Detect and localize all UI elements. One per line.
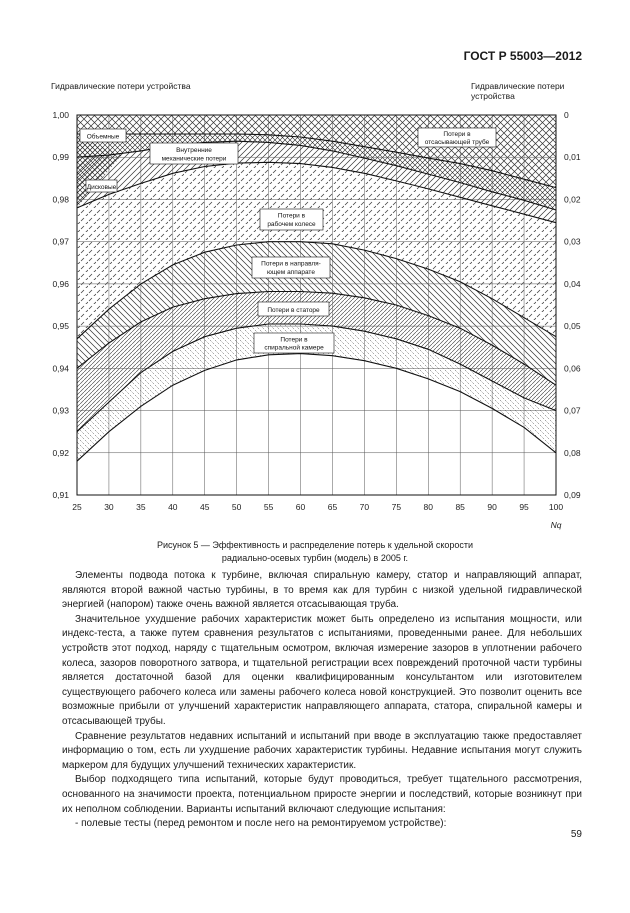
label-spir [254, 333, 334, 353]
figure-caption [0, 539, 630, 564]
x-tick-label: 75 [391, 502, 402, 512]
x-tick-label: 45 [199, 502, 210, 512]
y-left-tick-label: 0,94 [52, 363, 69, 374]
y-left-tick-label: 0,98 [52, 194, 69, 205]
label-disk [86, 180, 117, 192]
x-tick-label: 95 [519, 502, 529, 512]
paragraph-2: Значительное ухудшение рабочих характеристик может быть определено из испытания мощности, или индекс-теста, а также путем сравнения результатов с испытаниями, проведенными ранее. Для небольших устройств этот подход, наряду с тщательным осмотром, включая измерение зазоров в уплотнении рабочего колеса, зазоров поворотного затвора, и тщательной регистрации всех повреждений проточной части турбины является достаточной базой для оценки квалифицированным консультантом или изготовителем существующего рабочего колеса или замены рабочего колеса новой конструкцией. Это позволит оценить все возможные прибыли от улучшений характеристик направляющего аппарата, статора, спиральной камеры и отсасывающей трубы. [62, 613, 582, 727]
svg-text:спиральной камере: спиральной камере [264, 344, 324, 352]
svg-text:Объемные: Объемные [86, 133, 120, 141]
paragraph-1: Элементы подвода потока к турбине, включая спиральную камеру, статор и направляющий аппарат, являются второй важной частью турбины, в то время как для турбин с низкой удельной гидравлической энергией (напором) также очень важной является отсасывающая труба. [62, 570, 582, 611]
y-right-tick-label: 0,06 [564, 363, 581, 374]
svg-text:Потери в направля-: Потери в направля- [261, 260, 321, 268]
label-obem [80, 129, 126, 142]
svg-text:Потери в: Потери в [280, 336, 308, 344]
x-tick-label: 55 [263, 502, 274, 512]
y-right-tick-label: 0,07 [564, 405, 581, 416]
x-tick-label: 40 [168, 502, 178, 512]
svg-text:Потери в: Потери в [277, 212, 306, 220]
x-tick-label: 100 [548, 502, 564, 512]
y-left-tick-label: 0,95 [52, 321, 69, 332]
right-axis-title: Гидравлические потери устройства [471, 81, 565, 101]
y-left-tick-label: 0,93 [52, 405, 69, 416]
x-tick-label: 60 [295, 502, 306, 512]
label-rk [260, 209, 323, 230]
svg-text:ющем аппарате: ющем аппарате [267, 269, 315, 276]
caption-line-2: радиально-осевых турбин (модель) в 2005 г. [221, 552, 409, 563]
paragraph-3: Сравнение результатов недавних испытаний и испытаний при вводе в эксплуатацию также предоставляет информацию о том, есть ли ухудшение рабочих характеристик турбины. Недавние испытания могут служить маркером для будущих улучшений технических характеристик. [62, 730, 582, 771]
page-number: 59 [570, 829, 582, 840]
svg-text:Потери в статоре: Потери в статоре [267, 307, 320, 314]
left-axis-title: Гидравлические потери устройства [51, 81, 191, 91]
y-left-tick-label: 0,99 [52, 152, 69, 163]
caption-line-1: Рисунок 5 — Эффективность и распределение потерь к удельной скорости [156, 540, 474, 550]
body-text [62, 569, 582, 832]
x-tick-label: 35 [136, 502, 146, 512]
x-tick-label: 65 [327, 502, 338, 512]
y-right-tick-label: 0 [564, 110, 569, 120]
x-tick-label: 85 [455, 502, 465, 512]
label-otsas [418, 128, 496, 147]
y-left-tick-label: 0,91 [52, 490, 69, 500]
label-na [252, 257, 330, 278]
svg-text:Дисковые: Дисковые [86, 184, 117, 191]
svg-text:рабочем колесе: рабочем колесе [267, 221, 316, 228]
y-right-tick-label: 0,01 [564, 152, 581, 163]
svg-text:Потери в: Потери в [443, 131, 471, 138]
y-left-tick-label: 0,92 [52, 447, 69, 458]
y-right-tick-label: 0,02 [564, 194, 581, 205]
x-tick-label: 70 [359, 502, 370, 512]
y-right-tick-label: 0,08 [564, 447, 581, 458]
svg-text:механические потери: механические потери [161, 155, 227, 163]
standard-header: ГОСТ Р 55003—2012 [463, 49, 582, 63]
y-left-tick-label: 0,96 [52, 278, 69, 289]
paragraph-5: - полевые тесты (перед ремонтом и после него на ремонтируемом устройстве): [75, 818, 447, 830]
y-right-tick-label: 0,05 [564, 321, 581, 332]
label-stator [258, 302, 329, 316]
x-tick-label: 50 [231, 502, 242, 512]
y-right-tick-label: 0,09 [564, 490, 581, 500]
y-right-tick-label: 0,04 [564, 278, 581, 289]
x-tick-label: 30 [104, 502, 114, 512]
y-right-tick-label: 0,03 [564, 236, 581, 247]
x-tick-label: 90 [487, 502, 497, 512]
y-left-tick-label: 1,00 [52, 110, 69, 120]
paragraph-4: Выбор подходящего типа испытаний, которые будут проводиться, требует тщательного рассмотрения, основанного на значимости проекта, потенциальном приросте энергии и последствий, которые возникнут при их неполном соблюдении. Варианты испытаний включают следующие испытания: [62, 774, 582, 815]
label-vnutr [150, 143, 238, 164]
x-tick-label: 25 [72, 502, 82, 512]
x-tick-label: 80 [423, 502, 434, 512]
x-axis-label: Nq [550, 520, 562, 530]
svg-text:Внутренние: Внутренние [176, 147, 212, 154]
svg-text:отсасывающей трубе: отсасывающей трубе [424, 139, 490, 146]
y-left-tick-label: 0,97 [52, 236, 69, 247]
